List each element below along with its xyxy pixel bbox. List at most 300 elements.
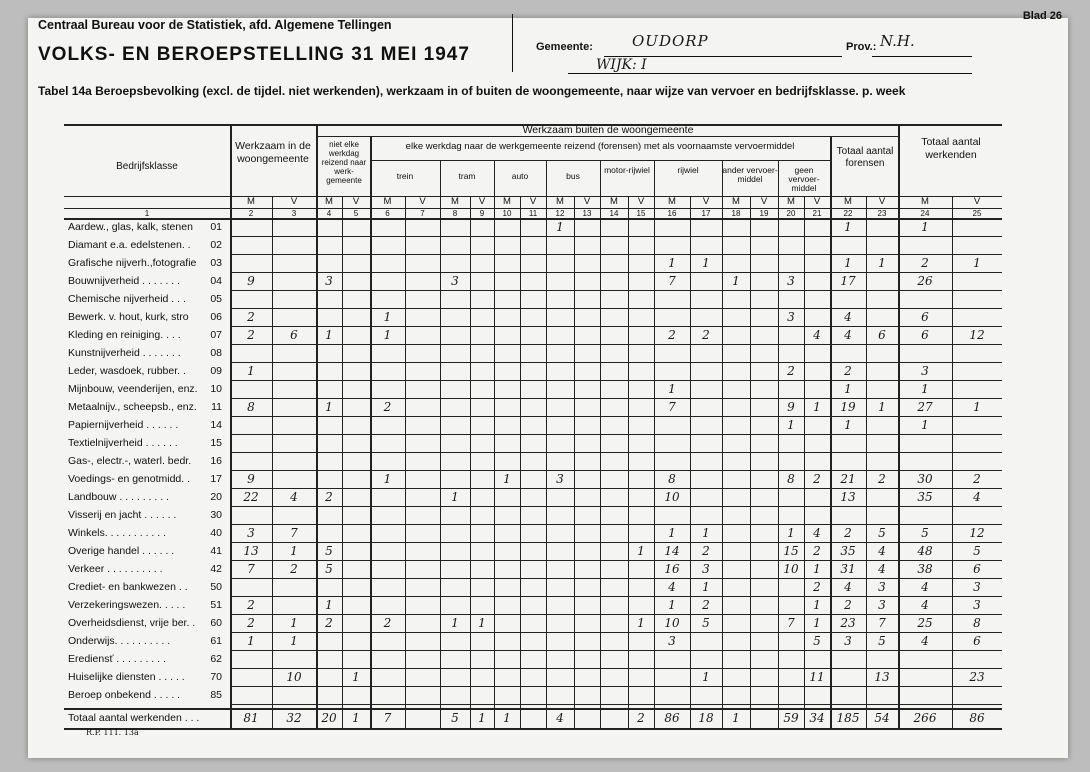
mv-label: V [419,196,426,207]
table-cell: 4 [844,580,852,594]
table-cell: 8 [247,400,255,414]
table-cell: 8 [668,472,676,486]
table-cell: 4 [878,562,886,576]
row-label: Diamant e.a. edelstenen. . 02 [68,236,228,254]
row-rule [230,362,1002,363]
total-cell: 266 [913,711,937,725]
total-cell: 1 [503,711,511,725]
col-number: 8 [452,209,458,218]
table-cell: 2 [813,472,821,486]
total-cell: 5 [451,711,459,725]
row-label: Grafische nijverh.,fotografie 03 [68,254,228,272]
total-cell: 185 [836,711,860,725]
table-cell: 4 [813,328,821,342]
row-code: 41 [210,545,222,557]
table-cell: 25 [917,616,933,630]
table-cell: 1 [702,670,710,684]
mode-header: tram [458,171,476,181]
row-code: 14 [210,419,222,431]
mv-label: M [921,196,929,207]
table-cell: 2 [844,364,852,378]
total-cell: 2 [637,711,645,725]
row-label: Overige handel . . . . . . 41 [68,542,228,560]
mv-label: V [878,196,886,207]
table-cell: 1 [813,616,821,630]
table-cell: 1 [844,382,852,396]
table-cell: 1 [921,418,929,432]
table-cell: 2 [702,328,710,342]
table-cell: 8 [973,616,981,630]
table-cell: 2 [247,616,255,630]
col-number: 22 [843,209,853,218]
table-cell: 1 [383,310,392,324]
niet-elke-header: niet elke werkdag reizend naar werk-gemeente [321,140,367,185]
table-cell: 3 [973,580,981,594]
bedrijfsklasse-header: Bedrijfsklasse [116,161,178,172]
table-cell: 13 [840,490,856,504]
row-code: 20 [210,491,222,503]
col-rule [494,160,495,728]
row-label: Bewerk. v. hout, kurk, stro 06 [68,308,228,326]
total-cell: 1 [732,711,740,725]
total-cell: 34 [809,711,825,725]
col-rule [778,160,779,728]
col-number: 17 [701,209,711,218]
table-cell: 5 [813,634,821,648]
row-label: Crediet- en bankwezen . . 50 [68,578,228,596]
sheet-number: Blad 26 [1022,10,1062,22]
mv-col-rule [690,196,691,728]
table-cell: 3 [878,598,886,612]
col-rule [600,160,601,728]
table-cell: 7 [787,616,795,630]
total-cell: 1 [478,711,486,725]
table-cell: 1 [451,616,459,630]
table-cell: 2 [787,364,795,378]
table-cell: 3 [973,598,981,612]
table-cell: 10 [783,562,799,576]
total-cell: 20 [321,711,337,725]
row-code: 11 [211,401,222,413]
row-rule [230,704,1002,705]
table-cell: 2 [290,562,298,576]
buiten-rule [316,136,898,137]
row-rule [230,434,1002,435]
mode-header: geen vervoer-middel [788,165,820,193]
row-rule [230,650,1002,651]
col-number: 12 [555,209,565,218]
table-cell: 14 [664,544,680,558]
table-cell: 2 [813,580,821,594]
bureau-name: Centraal Bureau voor de Statistiek, afd. Algemene Tellingen [38,18,392,32]
table-cell: 10 [664,616,680,630]
table-cell: 2 [878,472,886,486]
table-cell: 5 [325,544,333,558]
mv-col-rule [405,196,406,728]
table-cell: 2 [247,328,255,342]
table-cell: 21 [840,472,856,486]
mv-col-rule [574,196,575,728]
row-code: 16 [210,455,222,467]
table-cell: 3 [878,580,886,594]
row-code: 07 [210,329,222,341]
total-cell: 81 [243,711,259,725]
table-cell: 1 [921,220,929,234]
table-cell: 4 [290,490,298,504]
table-cell: 1 [556,220,564,234]
table-cell: 2 [325,616,333,630]
mv-label: M [668,196,676,207]
table-cell: 1 [921,382,929,396]
table-cell: 6 [921,310,929,324]
table-cell: 35 [917,490,933,504]
table-cell: 1 [668,598,676,612]
table-cell: 2 [247,598,255,612]
werkzaam-buiten-header: Werkzaam buiten de woongemeente [522,124,694,136]
row-code: 40 [210,527,222,539]
row-rule [230,272,1002,273]
row-label: Metaalnijv., scheepsb., enz. 11 [68,398,228,416]
table-cell: 2 [702,598,710,612]
col-number: 2 [248,209,254,218]
mode-header: ander vervoer-middel [722,165,778,184]
table-cell: 7 [668,274,676,288]
table-cell: 4 [844,310,852,324]
total-cell: 7 [383,711,392,725]
col-number: 21 [812,209,822,218]
table-cell: 11 [809,670,825,684]
totaal-forensen-header: Totaal aantal forensen [836,146,894,169]
col-number: 25 [972,209,982,218]
form-code: R.P. 111. 13a [86,728,139,737]
table-cell: 1 [878,400,886,414]
row-code: 42 [210,563,222,575]
table-cell: 1 [668,526,676,540]
mv-label: M [610,196,618,207]
total-cell: 86 [969,711,985,725]
col-number: 10 [502,209,512,218]
table-caption: Tabel 14a Beroepsbevolking (excl. de tijdel. niet werkenden), werkzaam in of buiten de woongemeente, naar wijze van vervoer en bedrijfsklasse. p. week [38,84,906,98]
table-cell: 1 [503,472,511,486]
table-cell: 5 [702,616,710,630]
total-label: Totaal aantal werkenden . . . [68,712,200,724]
mv-col-rule [342,196,343,728]
table-cell: 6 [921,328,929,342]
row-code: 50 [210,581,222,593]
row-rule [230,290,1002,291]
mv-label: M [787,196,795,207]
col-number: 11 [528,209,538,218]
table-cell: 3 [556,472,564,486]
col-number: 18 [731,209,741,218]
mv-label: V [583,196,591,207]
table-cell: 4 [878,544,886,558]
table-cell: 7 [290,526,298,540]
total-cell: 54 [874,711,890,725]
row-label: Onderwijs. . . . . . . . . . 61 [68,632,228,650]
row-label: Kleding en reiniging. . . . 07 [68,326,228,344]
totaal-werkenden-header: Totaal aantal werkenden [921,136,981,161]
mv-label: V [529,196,537,207]
col-number: 9 [479,209,485,218]
col-number: 7 [420,209,425,218]
mode-header: auto [511,171,529,181]
col-rule [546,160,547,728]
province-value: N.H. [880,32,915,50]
table-cell: 38 [917,562,933,576]
table-cell: 5 [325,562,333,576]
mv-label: M [383,196,392,207]
table-cell: 3 [921,364,929,378]
table-cell: 30 [917,472,933,486]
table-cell: 1 [844,418,852,432]
table-cell: 4 [973,490,981,504]
row-code: 08 [210,347,222,359]
table-cell: 2 [325,490,333,504]
total-cell: 18 [698,711,714,725]
table-cell: 3 [787,310,795,324]
table-cell: 2 [247,310,255,324]
table-cell: 4 [668,580,676,594]
table-cell: 2 [844,526,852,540]
table-cell: 1 [813,562,821,576]
table-cell: 12 [969,526,985,540]
table-cell: 6 [973,562,981,576]
table-cell: 1 [702,526,710,540]
mv-label: V [352,196,360,207]
row-rule [230,452,1002,453]
row-label: Gas-, electr.-, waterl. bedr. 16 [68,452,228,470]
table-cell: 1 [290,544,298,558]
table-cell: 4 [813,526,821,540]
row-code: 17 [210,473,222,485]
table-cell: 1 [813,598,821,612]
row-rule [230,416,1002,417]
table-cell: 1 [352,670,360,684]
mode-header: motor-rijwiel [604,165,650,175]
table-cell: 15 [783,544,799,558]
table-cell: 48 [917,544,933,558]
mv-label: V [637,196,645,207]
table-bottom-rule [64,728,1002,730]
form-title: VOLKS- EN BEROEPSTELLING 31 MEI 1947 [38,44,470,65]
table-cell: 5 [878,634,886,648]
table-cell: 1 [973,256,981,270]
row-label: Huiselijke diensten . . . . . 70 [68,668,228,686]
mv-label: V [702,196,710,207]
row-label: Visserij en jacht . . . . . . 30 [68,506,228,524]
table-cell: 8 [787,472,795,486]
table-cell: 1 [383,472,392,486]
wijk-value: WIJK: I [596,57,647,73]
row-label: Chemische nijverheid . . . 05 [68,290,228,308]
table-cell: 3 [702,562,710,576]
table-cell: 3 [247,526,255,540]
row-rule [230,380,1002,381]
table-cell: 3 [844,634,852,648]
table-cell: 13 [874,670,890,684]
row-code: 01 [210,221,222,233]
table-cell: 1 [325,328,333,342]
table-cell: 1 [844,220,852,234]
col-number: 4 [326,209,332,218]
table-cell: 27 [917,400,933,414]
col-rule [440,160,441,728]
row-rule [230,686,1002,687]
row-code: 06 [210,311,222,323]
total-cell: 1 [352,711,360,725]
table-cell: 13 [243,544,259,558]
total-cell: 4 [556,711,564,725]
row-label: Landbouw . . . . . . . . . 20 [68,488,228,506]
table-cell: 9 [787,400,795,414]
mv-label: M [247,196,255,207]
table-cell: 7 [247,562,255,576]
table-cell: 23 [969,670,985,684]
row-code: 04 [210,275,222,287]
table-cell: 26 [917,274,933,288]
row-label: Papiernijverheid . . . . . . 14 [68,416,228,434]
row-code: 30 [210,509,222,521]
row-rule [230,308,1002,309]
row-label: Aardew., glas, kalk, stenen 01 [68,218,228,236]
table-cell: 1 [787,526,795,540]
table-cell: 1 [702,580,710,594]
row-label: Verkeer . . . . . . . . . . 42 [68,560,228,578]
table-cell: 3 [668,634,676,648]
row-code: 60 [210,617,222,629]
mv-col-rule [750,196,751,728]
table-cell: 3 [451,274,459,288]
row-rule [230,488,1002,489]
table-cell: 1 [787,418,795,432]
col-number: 6 [385,209,390,218]
elke-werkdag-header: elke werkdag naar de werkgemeente reizend (forensen) met als voornaamste vervoermiddel [405,141,795,152]
table-cell: 4 [844,328,852,342]
col-number: 14 [609,209,619,218]
col-number: 1 [144,209,150,218]
row-label: Erediensť . . . . . . . . . 62 [68,650,228,668]
table-cell: 2 [383,400,392,414]
row-label: Kunstnijverheid . . . . . . . 08 [68,344,228,362]
table-cell: 5 [921,526,929,540]
table-cell: 1 [325,400,333,414]
col-number: 16 [667,209,677,218]
row-code: 85 [210,689,222,701]
total-cell: 32 [286,711,302,725]
table-cell: 1 [637,616,645,630]
table-cell: 2 [813,544,821,558]
col-number: 15 [636,209,646,218]
col-number: 20 [786,209,796,218]
table-cell: 1 [325,598,333,612]
row-label: Bouwnijverheid . . . . . . . 04 [68,272,228,290]
table-cell: 17 [840,274,856,288]
col-number: 24 [920,209,930,218]
table-cell: 1 [668,382,676,396]
province-label: Prov.: [846,41,877,53]
table-cell: 7 [878,616,886,630]
row-code: 62 [210,653,222,665]
table-cell: 9 [247,274,255,288]
table-cell: 1 [451,490,459,504]
table-cell: 5 [878,526,886,540]
mv-col-rule [628,196,629,728]
gemeente-label: Gemeente: [536,41,593,53]
row-code: 03 [210,257,222,269]
table-cell: 6 [290,328,298,342]
row-code: 51 [210,599,222,611]
table-cell: 1 [290,616,298,630]
row-label: Mijnbouw, veenderijen, enz. 10 [68,380,228,398]
table-cell: 3 [325,274,333,288]
table-cell: 22 [243,490,259,504]
total-cell: 59 [783,711,799,725]
table-cell: 9 [247,472,255,486]
table-cell: 19 [840,400,856,414]
table-cell: 6 [878,328,886,342]
mv-label: M [325,196,333,207]
table-cell: 12 [969,328,985,342]
mv-label: V [813,196,821,207]
table-cell: 4 [921,634,929,648]
table-cell: 6 [973,634,981,648]
row-label: Overheidsdienst, vrije ber. . 60 [68,614,228,632]
table-cell: 10 [664,490,680,504]
table-cell: 1 [247,634,255,648]
col-number: 13 [582,209,592,218]
table-cell: 2 [973,472,981,486]
table-cell: 23 [840,616,856,630]
col-number: 5 [353,209,359,218]
mv-label: V [478,196,486,207]
table-cell: 4 [921,580,929,594]
table-cell: 1 [247,364,255,378]
row-code: 15 [210,437,222,449]
col-rule [722,160,723,728]
row-code: 61 [210,635,222,647]
table-cell: 1 [290,634,298,648]
col-number: 19 [759,209,769,218]
row-label: Leder, wasdoek, rubber. . 09 [68,362,228,380]
row-code: 10 [210,383,222,395]
mv-label: V [290,196,298,207]
werkzaam-in-header: Werkzaam in de woongemeente [235,140,311,165]
mv-label: V [973,196,981,207]
row-code: 70 [210,671,222,683]
mode-header: rijwiel [677,165,699,175]
table-cell: 2 [383,616,392,630]
table-cell: 7 [668,400,676,414]
total-cell: 86 [664,711,680,725]
row-rule [230,344,1002,345]
table-cell: 1 [668,256,676,270]
mv-label: M [556,196,564,207]
table-cell: 2 [844,598,852,612]
table-cell: 1 [878,256,886,270]
table-cell: 16 [664,562,680,576]
table-cell: 35 [840,544,856,558]
table-cell: 2 [921,256,929,270]
mode-header: bus [566,171,580,181]
table-cell: 1 [973,400,981,414]
row-code: 02 [210,239,222,251]
table-cell: 1 [702,256,710,270]
row-code: 09 [210,365,222,377]
mv-col-rule [470,196,471,728]
mv-label: V [760,196,768,207]
col-rule [370,136,372,728]
